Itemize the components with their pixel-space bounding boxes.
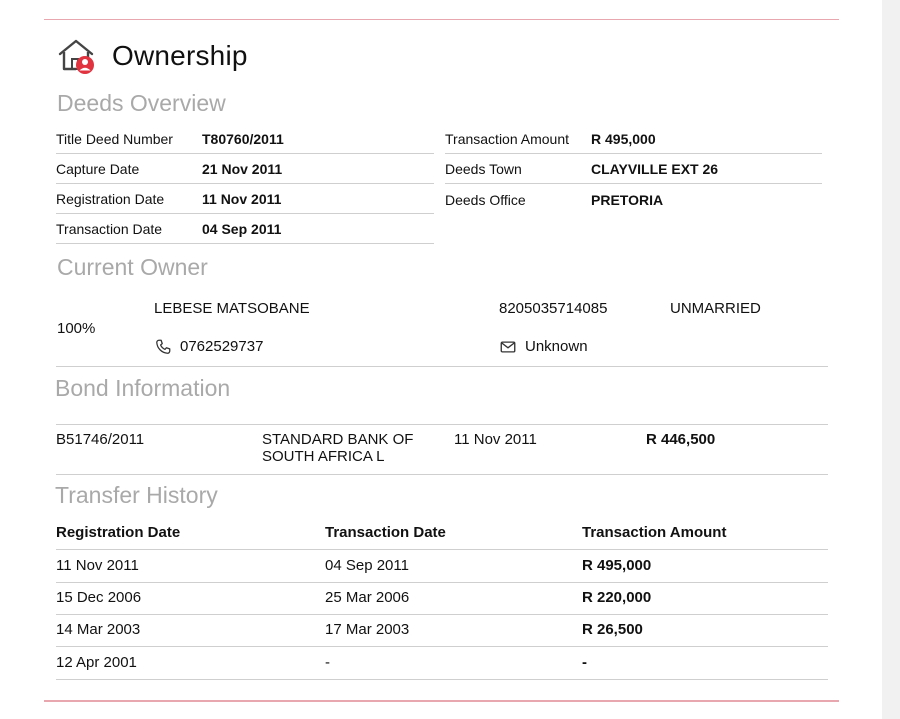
deeds-value: PRETORIA [591,191,664,208]
bottom-divider [44,700,839,702]
col-header-registration-date: Registration Date [56,524,181,541]
deeds-value: 04 Sep 2011 [202,221,282,237]
owner-email [499,338,588,356]
table-cell: 12 Apr 2001 [56,654,137,671]
table-divider [56,646,828,647]
bond-number: B51746/2011 [56,431,145,448]
page-edge-shadow [882,0,900,719]
bond-information-title: Bond Information [55,375,231,401]
deeds-label: Transaction Amount [445,131,569,147]
owner-share: 100% [57,320,96,337]
table-cell: R 26,500 [582,621,643,638]
col-header-transaction-date: Transaction Date [325,524,446,541]
table-cell: 25 Mar 2006 [325,589,410,606]
bond-bottom-divider [56,474,828,475]
table-divider [56,614,828,615]
table-cell: R 495,000 [582,557,652,574]
deeds-value: 21 Nov 2011 [202,161,283,177]
bond-date: 11 Nov 2011 [454,431,537,448]
deeds-right-table [445,124,822,214]
deeds-left-table [56,124,434,244]
deeds-value: T80760/2011 [202,131,284,147]
deeds-value: CLAYVILLE EXT 26 [591,161,719,177]
ownership-header [56,36,248,76]
table-divider [56,582,828,583]
owner-marital-status: UNMARRIED [670,300,761,317]
deeds-row [56,184,434,214]
bond-top-divider [56,424,828,425]
deeds-row [445,124,822,154]
deeds-row [445,154,822,184]
table-cell: - [582,654,587,671]
table-divider [56,549,828,550]
deeds-label: Deeds Town [445,161,522,177]
owner-phone-text: 0762529737 [180,338,264,355]
table-cell: R 220,000 [582,589,652,606]
table-divider [56,679,828,680]
deeds-overview-title: Deeds Overview [57,90,226,116]
table-cell: 04 Sep 2011 [325,557,409,574]
top-divider [44,19,839,20]
owner-divider [56,366,828,367]
table-cell: - [325,654,330,671]
owner-phone [154,338,263,356]
deeds-row [445,184,822,214]
house-person-icon [56,36,100,76]
deeds-value: 11 Nov 2011 [202,191,282,207]
deeds-value: R 495,000 [591,131,656,147]
current-owner-title: Current Owner [57,254,208,280]
deeds-row [56,124,434,154]
owner-id-number: 8205035714085 [499,300,608,317]
deeds-label: Registration Date [56,191,165,207]
deeds-row [56,214,434,244]
table-cell: 11 Nov 2011 [56,557,139,574]
deeds-label: Transaction Date [56,221,163,237]
bond-amount: R 446,500 [646,431,716,448]
owner-name: LEBESE MATSOBANE [154,300,310,317]
bond-bank: STANDARD BANK OF SOUTH AFRICA L [262,431,414,465]
deeds-label: Title Deed Number [56,131,173,147]
phone-icon [154,338,172,356]
table-cell: 15 Dec 2006 [56,589,142,606]
deeds-label: Capture Date [56,161,140,177]
page-title: Ownership [112,40,248,71]
col-header-transaction-amount: Transaction Amount [582,524,727,541]
deeds-row [56,154,434,184]
transfer-history-title: Transfer History [55,482,218,508]
deeds-label: Deeds Office [445,191,526,208]
mail-icon [499,338,517,356]
table-cell: 17 Mar 2003 [325,621,410,638]
table-cell: 14 Mar 2003 [56,621,141,638]
owner-email-text: Unknown [525,338,588,355]
